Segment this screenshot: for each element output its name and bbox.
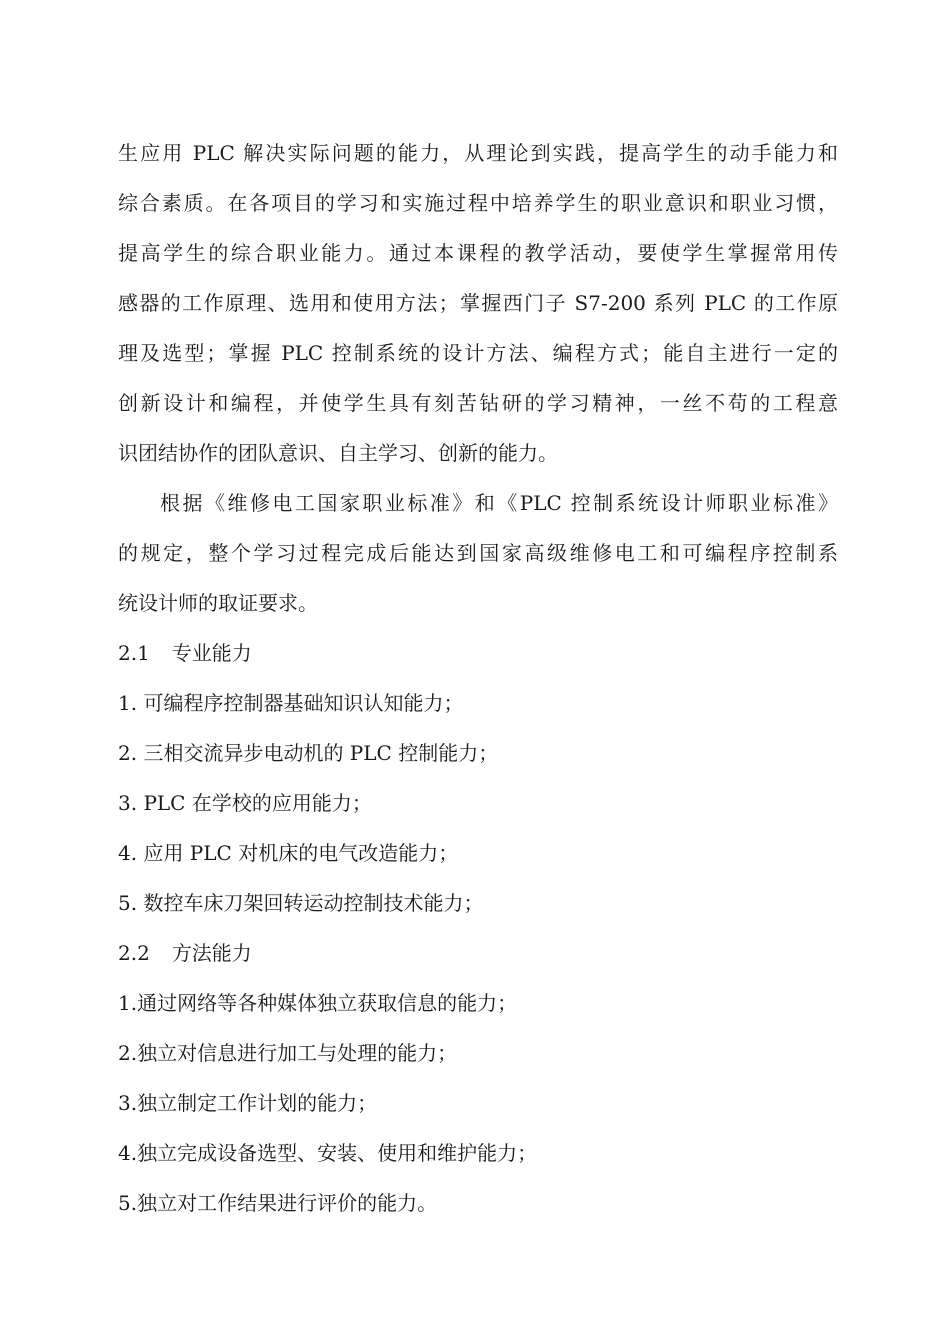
- list-item: 1. 可编程序控制器基础知识认知能力；: [118, 691, 464, 715]
- paragraph-certification: [118, 478, 838, 628]
- list-item: 2. 三相交流异步电动机的 PLC 控制能力；: [118, 741, 499, 765]
- section-professional-ability: [118, 628, 838, 928]
- list-item: 1.通过网络等各种媒体独立获取信息的能力；: [118, 991, 518, 1015]
- paragraph-course-goals: [118, 128, 838, 478]
- paragraph-line: 的规定，整个学习过程完成后能达到国家高级维修电工和可编程序控制系: [118, 541, 838, 565]
- list-item: 3.独立制定工作计划的能力；: [118, 1091, 378, 1115]
- list-item: 4.独立完成设备选型、安装、使用和维护能力；: [118, 1141, 538, 1165]
- list-item: 5.独立对工作结果进行评价的能力。: [118, 1191, 438, 1215]
- section-number: 2.1: [118, 641, 150, 665]
- section-method-ability: [118, 928, 838, 1228]
- list-item: 5. 数控车床刀架回转运动控制技术能力；: [118, 891, 484, 915]
- paragraph-line: 统设计师的取证要求。: [118, 591, 318, 615]
- section-heading: [118, 928, 838, 978]
- paragraph-line: 提高学生的综合职业能力。通过本课程的教学活动，要使学生掌握常用传: [118, 241, 838, 265]
- paragraph-line: 综合素质。在各项目的学习和实施过程中培养学生的职业意识和职业习惯，: [118, 191, 838, 215]
- paragraph-line: 根据《维修电工国家职业标准》和《PLC 控制系统设计师职业标准》: [160, 491, 838, 515]
- section-number: 2.2: [118, 941, 150, 965]
- paragraph-line: 识团结协作的团队意识、自主学习、创新的能力。: [118, 441, 558, 465]
- document-body: [118, 128, 838, 1228]
- section-title: 方法能力: [171, 941, 252, 965]
- paragraph-line: 理及选型；掌握 PLC 控制系统的设计方法、编程方式；能自主进行一定的: [118, 341, 838, 365]
- list-item: 2.独立对信息进行加工与处理的能力；: [118, 1041, 458, 1065]
- paragraph-line: 生应用 PLC 解决实际问题的能力，从理论到实践，提高学生的动手能力和: [118, 141, 838, 165]
- list-item: 4. 应用 PLC 对机床的电气改造能力；: [118, 841, 459, 865]
- paragraph-line: 创新设计和编程，并使学生具有刻苦钻研的学习精神，一丝不苟的工程意: [118, 391, 838, 415]
- paragraph-line: 感器的工作原理、选用和使用方法；掌握西门子 S7-200 系列 PLC 的工作原: [118, 291, 838, 315]
- section-heading: [118, 628, 838, 678]
- section-title: 专业能力: [171, 641, 252, 665]
- list-item: 3. PLC 在学校的应用能力；: [118, 791, 372, 815]
